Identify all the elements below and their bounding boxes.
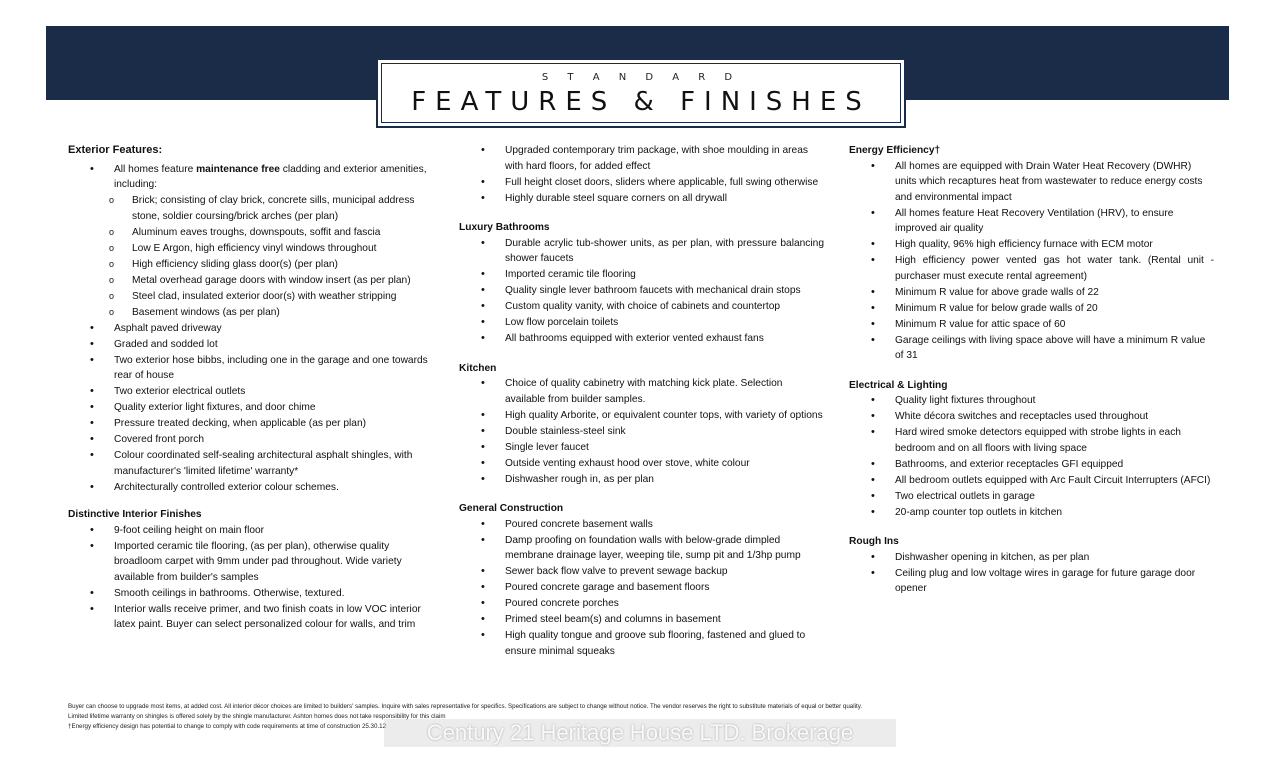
list-item: • 20-amp counter top outlets in kitchen — [849, 505, 1214, 521]
electrical-list — [849, 393, 1214, 520]
item-bold: maintenance free — [196, 163, 280, 175]
column-middle — [459, 143, 824, 673]
rough-ins-list — [849, 550, 1214, 597]
list-item: • Single lever faucet — [459, 440, 824, 456]
list-item: • Highly durable steel square corners on all drywall — [459, 191, 824, 207]
list-item: • White décora switches and receptacles used throughout — [849, 409, 1214, 425]
kitchen-heading: Kitchen — [459, 362, 497, 374]
construction-list — [459, 517, 824, 660]
interior-heading: Distinctive Interior Finishes — [68, 509, 202, 520]
list-item: • Minimum R value for below grade walls of 20 — [849, 301, 1214, 317]
sub-list-item: o Brick; consisting of clay brick, concrete sills, municipal address stone, soldier coursing/brick arches (per plan) — [68, 193, 428, 224]
list-item: • Damp proofing on foundation walls with below-grade dimpled membrane drainage layer, weeping tile, sump pit and 1/3hp pump — [459, 533, 824, 564]
rough-ins-heading: Rough Ins — [849, 536, 899, 547]
list-item: • Poured concrete garage and basement floors — [459, 580, 824, 596]
sub-list-item: o Metal overhead garage doors with window insert (as per plan) — [68, 273, 428, 289]
list-item: • Covered front porch — [68, 432, 428, 448]
sub-list-item: o Aluminum eaves troughs, downspouts, soffit and fascia — [68, 225, 428, 241]
column-right — [849, 143, 1214, 611]
list-item: • Two electrical outlets in garage — [849, 489, 1214, 505]
list-item: • Imported ceramic tile flooring — [459, 267, 824, 283]
footnote: Buyer can choose to upgrade most items, at added cost. All interior décor choices are limited to builders' samples. Inquire with sales representative for specifics. Specifications are subject to change without notice. The vendor reserves the right to substitute materials of equal or better quality. — [68, 703, 863, 710]
list-item: • Ceiling plug and low voltage wires in garage for future garage door opener — [849, 566, 1214, 597]
list-item: • Dishwasher opening in kitchen, as per plan — [849, 550, 1214, 566]
list-item: • Minimum R value for attic space of 60 — [849, 317, 1214, 333]
rough-ins-section — [849, 534, 1214, 597]
list-item: • 9-foot ceiling height on main floor — [68, 523, 428, 539]
list-item: • Double stainless-steel sink — [459, 424, 824, 440]
energy-heading: Energy Efficiency† — [849, 145, 941, 156]
sub-list-item: o Steel clad, insulated exterior door(s) with weather stripping — [68, 289, 428, 305]
list-item: • Dishwasher rough in, as per plan — [459, 472, 824, 488]
list-item: • Quality single lever bathroom faucets with mechanical drain stops — [459, 283, 824, 299]
footnote: †Energy efficiency design has potential to change to comply with code requirements at time of construction 25.30.12 — [68, 723, 387, 730]
list-item: • Two exterior electrical outlets — [68, 384, 428, 400]
exterior-list — [68, 162, 428, 193]
list-item: • High quality tongue and groove sub flooring, fastened and glued to ensure minimal squeaks — [459, 628, 824, 659]
interior-list — [68, 523, 428, 633]
list-item: • Imported ceramic tile flooring, (as per plan), otherwise quality broadloom carpet with 9mm under pad throughout. Wide variety available from builder's samples — [68, 539, 428, 586]
item-text: All homes feature — [114, 163, 197, 175]
list-item: • Bathrooms, and exterior receptacles GFI equipped — [849, 457, 1214, 473]
interior-section — [68, 507, 428, 633]
list-item: • Custom quality vanity, with choice of cabinets and countertop — [459, 299, 824, 315]
bathrooms-heading: Luxury Bathrooms — [459, 222, 550, 233]
list-item: • Garage ceilings with living space above will have a minimum R value of 31 — [849, 333, 1214, 364]
list-item: • Sewer back flow valve to prevent sewage backup — [459, 564, 824, 580]
electrical-section — [849, 378, 1214, 521]
list-item: • All bathrooms equipped with exterior vented exhaust fans — [459, 331, 824, 347]
list-item: • Graded and sodded lot — [68, 337, 428, 353]
list-item: • Colour coordinated self-sealing architectural asphalt shingles, with manufacturer's 'limited lifetime' warranty* — [68, 448, 428, 479]
list-item: • Full height closet doors, sliders where applicable, full swing otherwise — [459, 175, 824, 191]
exterior-heading: Exterior Features: — [68, 144, 163, 156]
kitchen-section — [459, 361, 824, 488]
list-item: • Minimum R value for above grade walls of 22 — [849, 285, 1214, 301]
sub-list-item: o High efficiency sliding glass door(s) (per plan) — [68, 257, 428, 273]
construction-heading: General Construction — [459, 503, 564, 514]
list-item: • Low flow porcelain toilets — [459, 315, 824, 331]
list-item: • Hard wired smoke detectors equipped with strobe lights in each bedroom and on all floors with living space — [849, 425, 1214, 456]
item-text: cladding and exterior amenities, including: — [114, 163, 427, 190]
sub-list-item: o Basement windows (as per plan) — [68, 305, 428, 321]
page-title: FEATURES & FINISHES — [411, 87, 871, 117]
kitchen-list — [459, 376, 824, 487]
list-item: • Upgraded contemporary trim package, with shoe moulding in areas with hard floors, for added effect — [459, 143, 824, 174]
list-item — [68, 162, 428, 193]
list-item: • Quality exterior light fixtures, and door chime — [68, 400, 428, 416]
title-subtitle: S T A N D A R D — [541, 72, 741, 83]
list-item: • All homes are equipped with Drain Water Heat Recovery (DWHR) units which recaptures heat from wastewater to reduce energy costs and environmental impact — [849, 159, 1214, 206]
list-item: • All bedroom outlets equipped with Arc Fault Circuit Interrupters (AFCI) — [849, 473, 1214, 489]
list-item: • Quality light fixtures throughout — [849, 393, 1214, 409]
list-item: • High quality, 96% high efficiency furnace with ECM motor — [849, 237, 1214, 253]
exterior-sub-list — [68, 193, 428, 320]
list-item: • Durable acrylic tub-shower units, as per plan, with pressure balancing shower faucets — [459, 236, 824, 267]
list-item: • Two exterior hose bibbs, including one in the garage and one towards rear of house — [68, 353, 428, 384]
electrical-heading: Electrical & Lighting — [849, 379, 948, 391]
energy-list — [849, 159, 1214, 364]
construction-section — [459, 501, 824, 659]
list-item: • Pressure treated decking, when applicable (as per plan) — [68, 416, 428, 432]
interior-cont-section — [459, 143, 824, 206]
list-item: • Architecturally controlled exterior colour schemes. — [68, 480, 428, 496]
list-item: • Choice of quality cabinetry with matching kick plate. Selection available from builder samples. — [459, 376, 824, 407]
list-item: • Poured concrete basement walls — [459, 517, 824, 533]
list-item: • Outside venting exhaust hood over stove, white colour — [459, 456, 824, 472]
footnote: Limited lifetime warranty on shingles is offered solely by the shingle manufacturer. Ashton homes does not take responsibility for this claim — [68, 713, 446, 720]
list-item: • Smooth ceilings in bathrooms. Otherwise, textured. — [68, 586, 428, 602]
exterior-list-2 — [68, 321, 428, 496]
exterior-section — [68, 143, 428, 495]
list-item: • Interior walls receive primer, and two finish coats in low VOC interior latex paint. Buyer can select personalized colour for walls, and trim — [68, 602, 428, 633]
column-left — [68, 143, 428, 645]
list-item: • All homes feature Heat Recovery Ventilation (HRV), to ensure improved air quality — [849, 206, 1214, 237]
bathrooms-list — [459, 236, 824, 347]
energy-section — [849, 143, 1214, 364]
list-item: • Asphalt paved driveway — [68, 321, 428, 337]
list-item: • Primed steel beam(s) and columns in basement — [459, 612, 824, 628]
bathrooms-section — [459, 220, 824, 347]
interior-cont-list — [459, 143, 824, 206]
list-item: • Poured concrete porches — [459, 596, 824, 612]
title-box — [376, 58, 906, 128]
list-item: • High quality Arborite, or equivalent counter tops, with variety of options — [459, 408, 824, 424]
watermark: Century 21 Heritage House LTD. Brokerage — [384, 719, 896, 747]
sub-list-item: o Low E Argon, high efficiency vinyl windows throughout — [68, 241, 428, 257]
list-item: • High efficiency power vented gas hot water tank. (Rental unit - purchaser must execute rental agreement) — [849, 253, 1214, 284]
